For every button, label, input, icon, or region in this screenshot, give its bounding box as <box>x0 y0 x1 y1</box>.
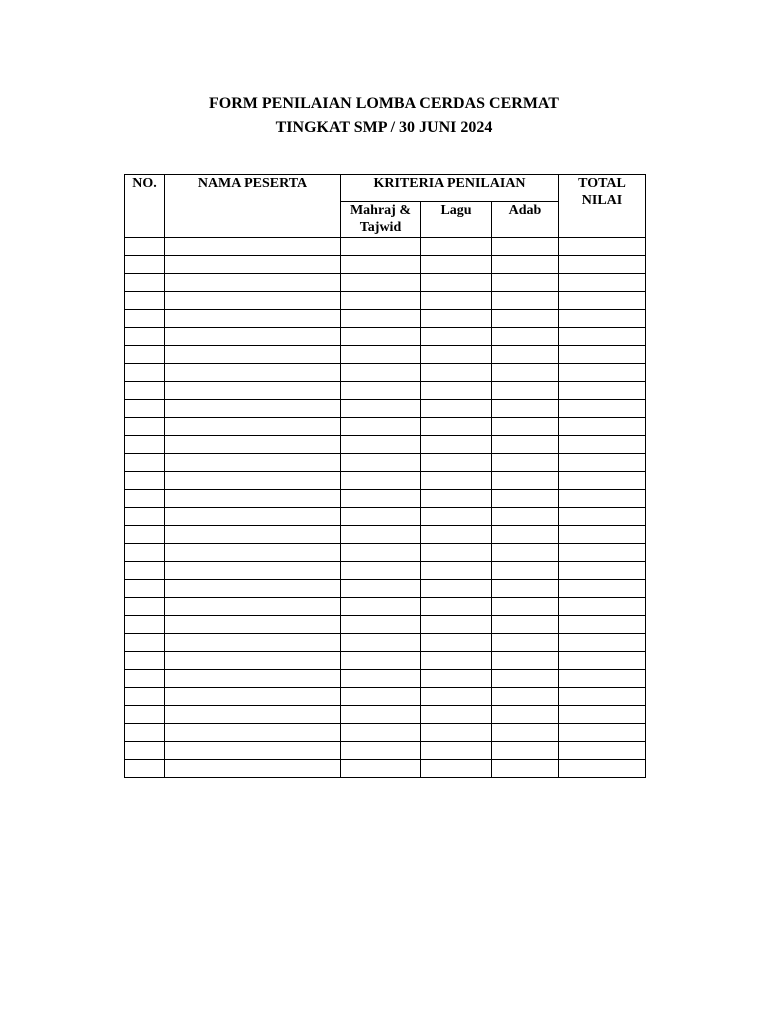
cell-mahraj-tajwid <box>341 490 421 508</box>
cell-total-nilai <box>559 256 646 274</box>
cell-total-nilai <box>559 310 646 328</box>
cell-total-nilai <box>559 688 646 706</box>
cell-no <box>125 418 165 436</box>
cell-nama-peserta <box>165 382 341 400</box>
cell-lagu <box>421 742 492 760</box>
cell-mahraj-tajwid <box>341 328 421 346</box>
cell-nama-peserta <box>165 706 341 724</box>
cell-total-nilai <box>559 328 646 346</box>
cell-nama-peserta <box>165 634 341 652</box>
table-row <box>125 706 646 724</box>
cell-adab <box>492 472 559 490</box>
cell-nama-peserta <box>165 454 341 472</box>
cell-nama-peserta <box>165 256 341 274</box>
cell-mahraj-tajwid <box>341 706 421 724</box>
table-row <box>125 508 646 526</box>
cell-nama-peserta <box>165 652 341 670</box>
cell-mahraj-tajwid <box>341 742 421 760</box>
cell-total-nilai <box>559 346 646 364</box>
cell-nama-peserta <box>165 436 341 454</box>
cell-total-nilai <box>559 382 646 400</box>
cell-mahraj-tajwid <box>341 508 421 526</box>
cell-no <box>125 760 165 778</box>
cell-nama-peserta <box>165 346 341 364</box>
cell-lagu <box>421 634 492 652</box>
cell-lagu <box>421 670 492 688</box>
cell-total-nilai <box>559 562 646 580</box>
cell-lagu <box>421 328 492 346</box>
cell-adab <box>492 724 559 742</box>
cell-no <box>125 724 165 742</box>
cell-mahraj-tajwid <box>341 274 421 292</box>
header-mahraj-tajwid <box>341 202 421 238</box>
table-row <box>125 760 646 778</box>
cell-mahraj-tajwid <box>341 616 421 634</box>
cell-adab <box>492 328 559 346</box>
cell-total-nilai <box>559 292 646 310</box>
cell-lagu <box>421 562 492 580</box>
cell-total-nilai <box>559 670 646 688</box>
cell-adab <box>492 382 559 400</box>
header-total-nilai-line-1: TOTAL <box>578 176 626 191</box>
table-row <box>125 580 646 598</box>
table-row <box>125 526 646 544</box>
header-mahraj-line-2: Tajwid <box>359 220 402 235</box>
cell-lagu <box>421 526 492 544</box>
cell-no <box>125 670 165 688</box>
cell-nama-peserta <box>165 364 341 382</box>
table-row <box>125 346 646 364</box>
table-row <box>125 364 646 382</box>
cell-adab <box>492 238 559 256</box>
cell-lagu <box>421 490 492 508</box>
cell-mahraj-tajwid <box>341 238 421 256</box>
cell-mahraj-tajwid <box>341 634 421 652</box>
cell-lagu <box>421 310 492 328</box>
table-row <box>125 400 646 418</box>
cell-lagu <box>421 472 492 490</box>
cell-total-nilai <box>559 238 646 256</box>
cell-lagu <box>421 454 492 472</box>
cell-total-nilai <box>559 490 646 508</box>
cell-adab <box>492 688 559 706</box>
cell-lagu <box>421 616 492 634</box>
cell-adab <box>492 418 559 436</box>
table-row <box>125 490 646 508</box>
cell-no <box>125 346 165 364</box>
cell-adab <box>492 706 559 724</box>
cell-adab <box>492 670 559 688</box>
cell-adab <box>492 436 559 454</box>
table-row <box>125 274 646 292</box>
cell-nama-peserta <box>165 724 341 742</box>
cell-adab <box>492 616 559 634</box>
cell-adab <box>492 292 559 310</box>
cell-lagu <box>421 508 492 526</box>
cell-no <box>125 274 165 292</box>
cell-nama-peserta <box>165 526 341 544</box>
cell-no <box>125 742 165 760</box>
cell-lagu <box>421 688 492 706</box>
cell-nama-peserta <box>165 742 341 760</box>
cell-mahraj-tajwid <box>341 310 421 328</box>
cell-adab <box>492 400 559 418</box>
cell-nama-peserta <box>165 292 341 310</box>
cell-adab <box>492 634 559 652</box>
cell-no <box>125 688 165 706</box>
cell-nama-peserta <box>165 328 341 346</box>
cell-mahraj-tajwid <box>341 454 421 472</box>
cell-no <box>125 472 165 490</box>
cell-lagu <box>421 256 492 274</box>
cell-mahraj-tajwid <box>341 256 421 274</box>
cell-adab <box>492 526 559 544</box>
cell-lagu <box>421 652 492 670</box>
cell-lagu <box>421 400 492 418</box>
table-row <box>125 328 646 346</box>
cell-nama-peserta <box>165 598 341 616</box>
cell-no <box>125 562 165 580</box>
cell-total-nilai <box>559 742 646 760</box>
form-title-line-1: FORM PENILAIAN LOMBA CERDAS CERMAT <box>209 95 559 112</box>
header-nama-peserta: NAMA PESERTA <box>165 175 341 238</box>
cell-adab <box>492 580 559 598</box>
cell-lagu <box>421 760 492 778</box>
cell-lagu <box>421 274 492 292</box>
cell-no <box>125 238 165 256</box>
cell-nama-peserta <box>165 274 341 292</box>
cell-lagu <box>421 706 492 724</box>
cell-adab <box>492 508 559 526</box>
cell-total-nilai <box>559 580 646 598</box>
cell-no <box>125 256 165 274</box>
cell-total-nilai <box>559 418 646 436</box>
table-row <box>125 652 646 670</box>
cell-no <box>125 598 165 616</box>
cell-adab <box>492 742 559 760</box>
cell-total-nilai <box>559 634 646 652</box>
header-total-nilai-line-2: NILAI <box>581 193 623 208</box>
cell-total-nilai <box>559 364 646 382</box>
form-title-line-2: TINGKAT SMP / 30 JUNI 2024 <box>275 119 493 136</box>
cell-mahraj-tajwid <box>341 580 421 598</box>
cell-total-nilai <box>559 724 646 742</box>
cell-no <box>125 616 165 634</box>
cell-nama-peserta <box>165 418 341 436</box>
header-lagu: Lagu <box>421 202 492 238</box>
table-row <box>125 670 646 688</box>
cell-no <box>125 400 165 418</box>
table-row <box>125 238 646 256</box>
header-mahraj-line-1: Mahraj & <box>349 203 412 218</box>
cell-total-nilai <box>559 652 646 670</box>
cell-total-nilai <box>559 400 646 418</box>
cell-nama-peserta <box>165 400 341 418</box>
cell-lagu <box>421 598 492 616</box>
cell-nama-peserta <box>165 238 341 256</box>
cell-no <box>125 580 165 598</box>
cell-no <box>125 652 165 670</box>
scoring-table <box>124 174 646 778</box>
cell-adab <box>492 598 559 616</box>
cell-mahraj-tajwid <box>341 598 421 616</box>
cell-no <box>125 526 165 544</box>
table-row <box>125 634 646 652</box>
cell-mahraj-tajwid <box>341 724 421 742</box>
cell-adab <box>492 364 559 382</box>
cell-nama-peserta <box>165 310 341 328</box>
cell-no <box>125 310 165 328</box>
cell-total-nilai <box>559 526 646 544</box>
cell-adab <box>492 310 559 328</box>
cell-total-nilai <box>559 616 646 634</box>
cell-no <box>125 364 165 382</box>
table-row <box>125 742 646 760</box>
cell-mahraj-tajwid <box>341 400 421 418</box>
cell-adab <box>492 652 559 670</box>
cell-nama-peserta <box>165 544 341 562</box>
table-row <box>125 256 646 274</box>
cell-mahraj-tajwid <box>341 382 421 400</box>
table-row <box>125 598 646 616</box>
cell-no <box>125 328 165 346</box>
cell-mahraj-tajwid <box>341 346 421 364</box>
cell-total-nilai <box>559 472 646 490</box>
cell-total-nilai <box>559 454 646 472</box>
cell-nama-peserta <box>165 508 341 526</box>
cell-lagu <box>421 364 492 382</box>
cell-nama-peserta <box>165 616 341 634</box>
cell-no <box>125 706 165 724</box>
cell-no <box>125 634 165 652</box>
cell-adab <box>492 454 559 472</box>
cell-total-nilai <box>559 508 646 526</box>
cell-total-nilai <box>559 544 646 562</box>
table-row <box>125 562 646 580</box>
cell-mahraj-tajwid <box>341 652 421 670</box>
cell-mahraj-tajwid <box>341 688 421 706</box>
cell-nama-peserta <box>165 580 341 598</box>
cell-lagu <box>421 292 492 310</box>
table-row <box>125 724 646 742</box>
cell-nama-peserta <box>165 562 341 580</box>
cell-adab <box>492 760 559 778</box>
cell-mahraj-tajwid <box>341 544 421 562</box>
cell-nama-peserta <box>165 490 341 508</box>
cell-no <box>125 292 165 310</box>
cell-adab <box>492 274 559 292</box>
cell-total-nilai <box>559 760 646 778</box>
cell-lagu <box>421 544 492 562</box>
cell-lagu <box>421 580 492 598</box>
header-total-nilai <box>559 175 646 238</box>
cell-mahraj-tajwid <box>341 292 421 310</box>
cell-total-nilai <box>559 274 646 292</box>
cell-no <box>125 382 165 400</box>
cell-adab <box>492 346 559 364</box>
table-row <box>125 454 646 472</box>
form-title <box>0 92 768 140</box>
cell-mahraj-tajwid <box>341 418 421 436</box>
cell-mahraj-tajwid <box>341 760 421 778</box>
header-row-main <box>125 175 646 202</box>
header-kriteria-penilaian: KRITERIA PENILAIAN <box>341 175 559 202</box>
cell-mahraj-tajwid <box>341 526 421 544</box>
cell-adab <box>492 490 559 508</box>
table-row <box>125 436 646 454</box>
cell-total-nilai <box>559 706 646 724</box>
header-adab: Adab <box>492 202 559 238</box>
cell-lagu <box>421 346 492 364</box>
cell-adab <box>492 256 559 274</box>
cell-nama-peserta <box>165 760 341 778</box>
cell-lagu <box>421 418 492 436</box>
cell-adab <box>492 562 559 580</box>
table-row <box>125 616 646 634</box>
cell-lagu <box>421 436 492 454</box>
cell-lagu <box>421 382 492 400</box>
cell-no <box>125 508 165 526</box>
table-row <box>125 472 646 490</box>
cell-no <box>125 436 165 454</box>
cell-nama-peserta <box>165 688 341 706</box>
header-no: NO. <box>125 175 165 238</box>
table-row <box>125 544 646 562</box>
cell-no <box>125 490 165 508</box>
cell-mahraj-tajwid <box>341 436 421 454</box>
cell-no <box>125 544 165 562</box>
cell-mahraj-tajwid <box>341 364 421 382</box>
cell-mahraj-tajwid <box>341 670 421 688</box>
table-row <box>125 688 646 706</box>
table-row <box>125 292 646 310</box>
cell-mahraj-tajwid <box>341 562 421 580</box>
cell-no <box>125 454 165 472</box>
cell-nama-peserta <box>165 670 341 688</box>
cell-total-nilai <box>559 598 646 616</box>
table-row <box>125 382 646 400</box>
table-body <box>125 238 646 778</box>
cell-adab <box>492 544 559 562</box>
table-row <box>125 310 646 328</box>
cell-total-nilai <box>559 436 646 454</box>
cell-lagu <box>421 238 492 256</box>
table-row <box>125 418 646 436</box>
cell-nama-peserta <box>165 472 341 490</box>
cell-lagu <box>421 724 492 742</box>
cell-mahraj-tajwid <box>341 472 421 490</box>
